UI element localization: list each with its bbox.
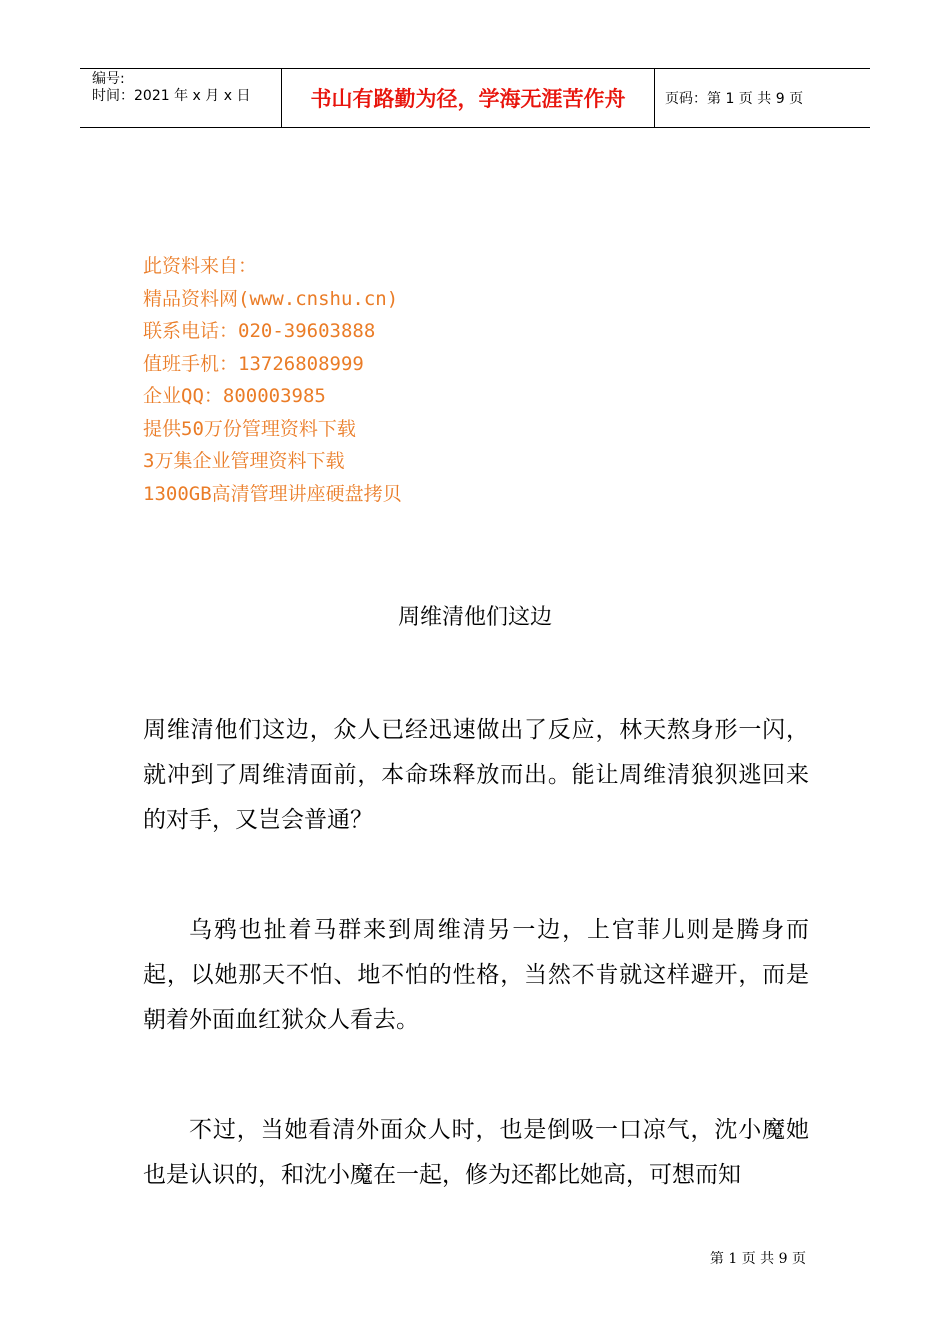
page-footer: 第 1 页 共 9 页: [709, 1251, 806, 1267]
body-paragraph: 周维清他们这边，众人已经迅速做出了反应，林天熬身形一闪，就冲到了周维清面前，本命珠释放而出。能让周维清狼狈逃回来的对手，又岂会普通？: [143, 717, 809, 833]
document-number-label: 编号:: [92, 71, 125, 87]
header-motto: 书山有路勤为径，学海无涯苦作舟: [282, 69, 655, 127]
source-line: 此资料来自：: [143, 255, 258, 277]
page-header: [80, 68, 870, 128]
body-paragraph: 乌鸦也扯着马群来到周维清另一边，上官菲儿则是腾身而起，以她那天不怕、地不怕的性格，当然不肯就这样避开，而是朝着外面血红狱众人看去。: [143, 917, 809, 1033]
source-info-block: [143, 250, 402, 510]
document-time-label: 时间：2021 年 x 月 x 日: [92, 88, 251, 104]
source-line: 联系电话：020-39603888: [143, 320, 376, 342]
source-line: 3万集企业管理资料下载: [143, 450, 345, 472]
source-line: 1300GB高清管理讲座硬盘拷贝: [143, 482, 402, 505]
source-line: 精品资料网(www.cnshu.cn): [143, 287, 399, 310]
header-meta: [80, 69, 282, 127]
source-line: 值班手机：13726808999: [143, 352, 364, 375]
source-line: 企业QQ：800003985: [143, 385, 326, 407]
source-line: 提供50万份管理资料下载: [143, 417, 356, 440]
body-paragraph: 不过，当她看清外面众人时，也是倒吸一口凉气，沈小魔她也是认识的，和沈小魔在一起，修为还都比她高，可想而知: [143, 1117, 809, 1188]
document-title: 周维清他们这边: [397, 605, 552, 630]
header-page-info: 页码：第 1 页 共 9 页: [665, 91, 804, 107]
